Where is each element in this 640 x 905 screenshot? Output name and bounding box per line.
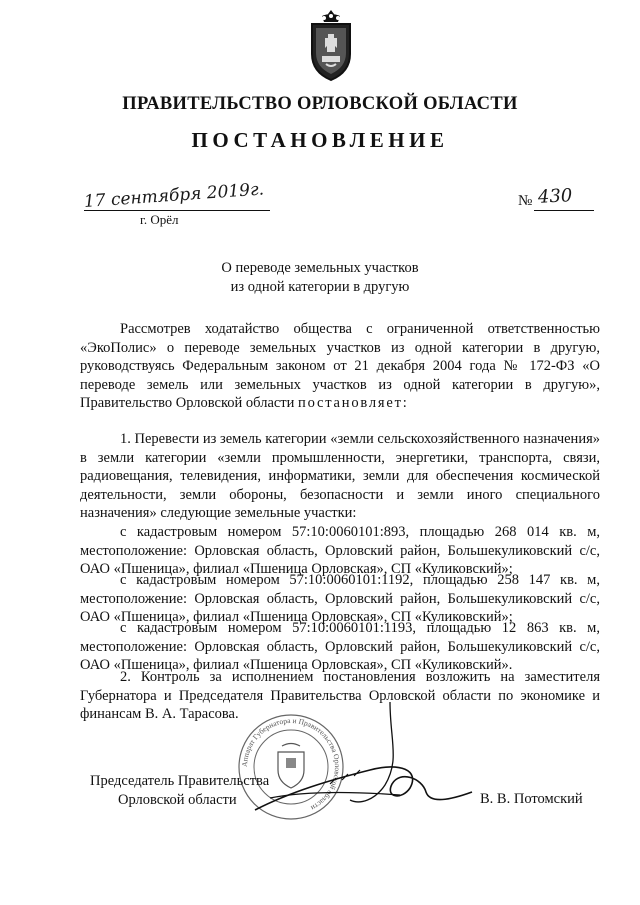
preamble-paragraph [80, 320, 600, 413]
subject-line: из одной категории в другую [230, 279, 410, 295]
date-underline [84, 210, 270, 211]
number-underline [534, 210, 594, 211]
parcel-2-text: с кадастровым номером 57:10:0060101:1192, площадью 258 147 кв. м, местоположение: Орловская область, Орловский район, Большекуликовский с/с, ОАО «Пшеница», филиал «Пшеница Орловская», СП «Куликовский»; [80, 572, 600, 626]
subject-line: О переводе земельных участков [221, 260, 419, 276]
handwritten-signature [250, 700, 475, 830]
parcel-3-text: с кадастровым номером 57:10:0060101:1193, площадью 12 863 кв. м, местоположение: Орловская область, Орловский район, Большекуликовский с/с, ОАО «Пшеница», филиал «Пшеница Орловская», СП «Куликовский». [80, 620, 600, 674]
date-handwritten: 17 сентября 2019г. [83, 179, 265, 212]
item-1-text: 1. Перевести из земель категории «земли сельскохозяйственного назначения» в земли категории «земли промышленности, энергетики, транспорта, связи, радиовещания, телевидения, информатики, земли для обеспечения космической деятельности, земли обороны, безопасности и земли иного специального назначения» следующие земельные участки: [80, 431, 600, 522]
position-line: Председатель Правительства [90, 773, 270, 789]
city-label: г. Орёл [140, 212, 179, 227]
number-handwritten: 430 [537, 185, 573, 208]
document-type-title: ПОСТАНОВЛЕНИЕ [191, 128, 449, 152]
government-title: ПРАВИТЕЛЬСТВО ОРЛОВСКОЙ ОБЛАСТИ [122, 94, 518, 114]
document-subject [0, 259, 640, 297]
signatory-name: В. В. Потомский [480, 791, 583, 807]
preamble-text: Рассмотрев ходатайство общества с ограниченной ответственностью «ЭкоПолис» о переводе земельных участков из одной категории в другую, руководствуясь Федеральным законом от 21 декабря 2004 года № 172-ФЗ «О переводе земель или земельных участков из одной категории в другую», Правительство Орловской области [80, 321, 600, 412]
number-label: № [518, 193, 533, 209]
coat-of-arms-emblem [302, 8, 360, 84]
item-1-paragraph [80, 430, 600, 523]
item-2-text: 2. Контроль за исполнением постановления возложить на заместителя Губернатора и Председателя Правительства Орловской области по экономике и финансам В. А. Тарасова. [80, 669, 600, 723]
signatory-position [90, 772, 269, 810]
position-line: Орловской области [118, 792, 237, 808]
seal-ring-text: Аппарат Губернатора и Правительства Орловской области [239, 715, 343, 813]
preamble-action: постановляет: [298, 395, 409, 412]
parcel-1-text: с кадастровым номером 57:10:0060101:893, площадью 268 014 кв. м, местоположение: Орловская область, Орловский район, Большекуликовский с/с, ОАО «Пшеница», филиал «Пшеница Орловская», СП «Куликовский»; [80, 524, 600, 578]
parcel-3-paragraph [80, 619, 600, 675]
